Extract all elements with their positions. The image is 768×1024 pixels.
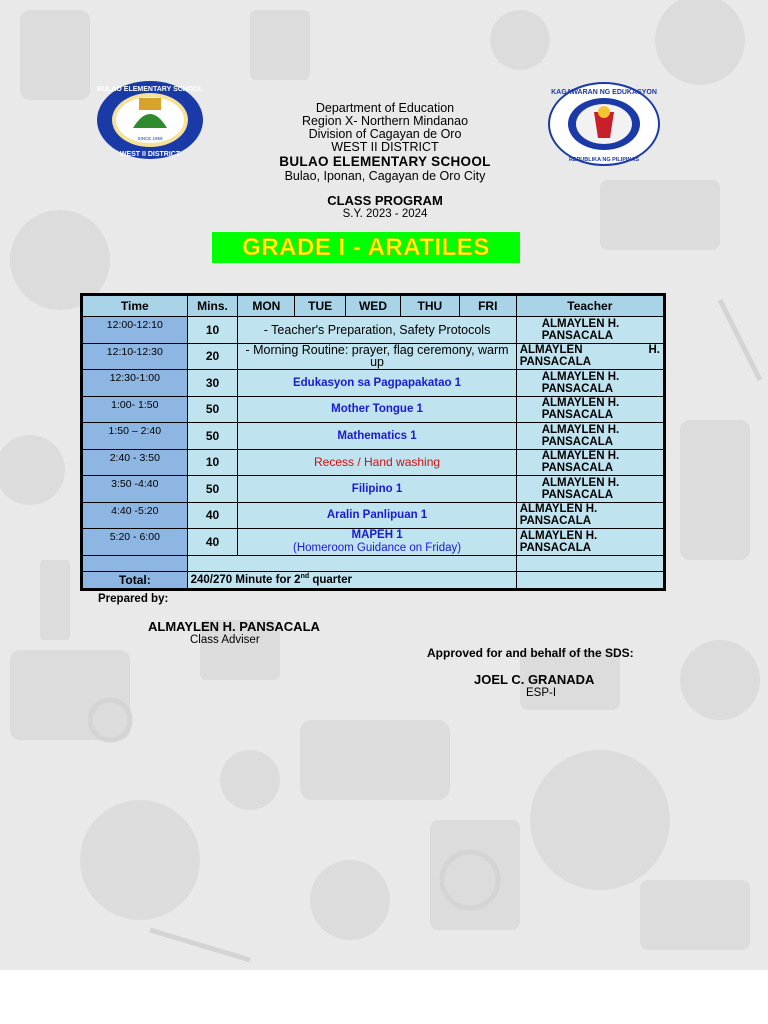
adviser-name: ALMAYLEN H. PANSACALA — [148, 619, 320, 634]
school-logo — [95, 80, 205, 165]
col-header-tue: TUE — [295, 295, 346, 317]
table-row — [82, 529, 665, 556]
row-mins: 40 — [187, 529, 238, 556]
col-header-teacher: Teacher — [516, 295, 664, 317]
table-row — [82, 423, 665, 450]
approver-name: JOEL C. GRANADA — [474, 672, 595, 687]
table-row — [82, 476, 665, 503]
header-line-district: WEST II DISTRICT — [331, 140, 439, 154]
col-header-fri: FRI — [459, 295, 516, 317]
subject-note: (Homeroom Guidance on Friday) — [293, 541, 462, 554]
col-header-thu: THU — [400, 295, 459, 317]
row-teacher: ALMAYLEN H. PANSACALA — [516, 317, 664, 344]
row-mins: 50 — [187, 476, 238, 503]
total-value-suffix: quarter — [309, 573, 352, 586]
schedule-table — [80, 293, 666, 591]
table-header-row — [82, 295, 665, 317]
row-teacher: ALMAYLEN H. PANSACALA — [516, 502, 664, 529]
svg-text:KAGAWARAN NG EDUKASYON: KAGAWARAN NG EDUKASYON — [551, 89, 657, 96]
prepared-by-label: Prepared by: — [98, 593, 169, 605]
row-time: 4:40 -5:20 — [82, 502, 188, 529]
row-time: 1:50 – 2:40 — [82, 423, 188, 450]
table-row — [82, 449, 665, 476]
row-teacher: ALMAYLEN H. PANSACALA — [516, 529, 664, 556]
row-mins: 50 — [187, 423, 238, 450]
table-row — [82, 396, 665, 423]
table-total-row — [82, 571, 665, 589]
total-label: Total: — [82, 571, 188, 589]
header-line-deped: Department of Education — [315, 101, 455, 115]
svg-text:BULAO ELEMENTARY SCHOOL: BULAO ELEMENTARY SCHOOL — [96, 86, 204, 93]
row-subject — [238, 529, 516, 556]
row-subject: Aralin Panlipuan 1 — [238, 502, 516, 529]
header-line-division: Division of Cagayan de Oro — [308, 127, 462, 141]
row-time: 12:00-12:10 — [82, 317, 188, 344]
grade-section-label: GRADE I - ARATILES — [242, 234, 490, 261]
row-subject: - Morning Routine: prayer, flag ceremony, warm up — [238, 343, 516, 370]
row-mins: 50 — [187, 396, 238, 423]
table-row — [82, 317, 665, 344]
row-subject: Mother Tongue 1 — [238, 396, 516, 423]
total-value — [187, 571, 516, 589]
col-header-mon: MON — [238, 295, 295, 317]
adviser-title: Class Adviser — [190, 634, 260, 646]
school-seal-icon — [95, 80, 205, 160]
row-teacher: ALMAYLEN H. PANSACALA — [516, 396, 664, 423]
row-time: 2:40 - 3:50 — [82, 449, 188, 476]
school-address: Bulao, Iponan, Cagayan de Oro City — [284, 169, 486, 183]
row-mins: 40 — [187, 502, 238, 529]
row-teacher: ALMAYLEN H. PANSACALA — [516, 423, 664, 450]
table-row — [82, 343, 665, 370]
row-teacher: ALMAYLEN H. PANSACALA — [516, 370, 664, 397]
empty-cell — [187, 555, 516, 571]
subject-mapeh: MAPEH 1 — [351, 529, 403, 542]
col-header-wed: WED — [346, 295, 401, 317]
total-value-sup: nd — [300, 573, 310, 581]
svg-text:SINCE 1969: SINCE 1969 — [137, 136, 163, 141]
row-subject: - Teacher's Preparation, Safety Protocols — [238, 317, 516, 344]
row-teacher: ALMAYLEN H. PANSACALA — [516, 449, 664, 476]
school-name: BULAO ELEMENTARY SCHOOL — [279, 154, 491, 169]
row-time: 12:30-1:00 — [82, 370, 188, 397]
row-subject: Edukasyon sa Pagpapakatao 1 — [238, 370, 516, 397]
header-line-region: Region X- Northern Mindanao — [301, 114, 469, 128]
empty-cell — [516, 571, 664, 589]
empty-cell — [82, 555, 188, 571]
row-time: 12:10-12:30 — [82, 343, 188, 370]
row-mins: 20 — [187, 343, 238, 370]
table-row — [82, 370, 665, 397]
row-mins: 30 — [187, 370, 238, 397]
approver-title: ESP-I — [526, 687, 557, 699]
col-header-mins: Mins. — [187, 295, 238, 317]
row-mins: 10 — [187, 317, 238, 344]
row-mins: 10 — [187, 449, 238, 476]
school-year: S.Y. 2023 - 2024 — [342, 208, 428, 220]
svg-text:REPUBLIKA NG PILIPINAS: REPUBLIKA NG PILIPINAS — [568, 157, 640, 163]
empty-cell — [516, 555, 664, 571]
grade-banner — [212, 232, 520, 263]
row-time: 3:50 -4:40 — [82, 476, 188, 503]
table-row-empty — [82, 555, 665, 571]
total-value-text: 240/270 Minute for 2 — [190, 573, 301, 586]
row-subject: Mathematics 1 — [238, 423, 516, 450]
class-program-title: CLASS PROGRAM — [327, 193, 443, 208]
approved-label: Approved for and behalf of the SDS: — [427, 646, 634, 660]
col-header-time: Time — [82, 295, 188, 317]
row-time: 5:20 - 6:00 — [82, 529, 188, 556]
table-row — [82, 502, 665, 529]
row-subject: Filipino 1 — [238, 476, 516, 503]
svg-text:WEST II DISTRICT: WEST II DISTRICT — [119, 151, 181, 158]
row-time: 1:00- 1:50 — [82, 396, 188, 423]
row-teacher: ALMAYLEN H. PANSACALA — [516, 343, 664, 370]
row-teacher: ALMAYLEN H. PANSACALA — [516, 476, 664, 503]
row-subject: Recess / Hand washing — [238, 449, 516, 476]
